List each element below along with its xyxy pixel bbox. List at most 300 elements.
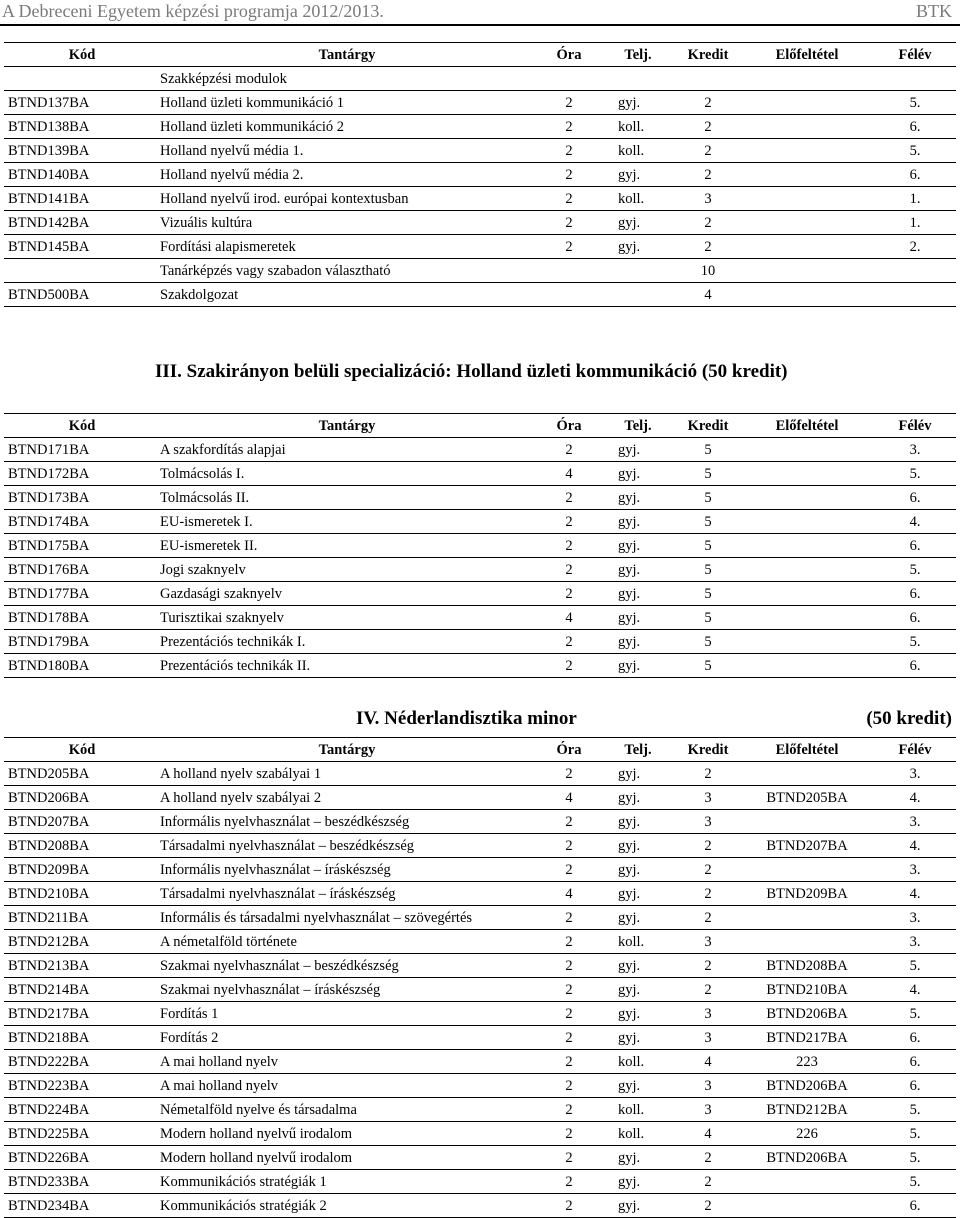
course-hours: 2 bbox=[534, 91, 600, 115]
course-subject: Jogi szaknyelv bbox=[156, 558, 534, 582]
course-completion: koll. bbox=[600, 115, 672, 139]
course-code: BTND174BA bbox=[4, 510, 156, 534]
course-subject: Turisztikai szaknyelv bbox=[156, 606, 534, 630]
course-semester: 5. bbox=[870, 558, 956, 582]
course-prerequisite: BTND212BA bbox=[740, 1098, 870, 1122]
course-code bbox=[4, 67, 156, 91]
course-semester: 6. bbox=[870, 582, 956, 606]
course-completion: gyj. bbox=[600, 786, 672, 810]
course-semester: 3. bbox=[870, 906, 956, 930]
course-prerequisite bbox=[740, 606, 870, 630]
course-prerequisite bbox=[740, 115, 870, 139]
course-credit: 2 bbox=[672, 1146, 740, 1170]
table-row bbox=[4, 510, 956, 534]
course-code: BTND212BA bbox=[4, 930, 156, 954]
course-semester: 4. bbox=[870, 786, 956, 810]
course-credit: 5 bbox=[672, 486, 740, 510]
course-prerequisite bbox=[740, 187, 870, 211]
col-header-subject: Tantárgy bbox=[156, 738, 534, 762]
course-subject: Holland üzleti kommunikáció 2 bbox=[156, 115, 534, 139]
col-header-completion: Telj. bbox=[600, 414, 672, 438]
table-row bbox=[4, 115, 956, 139]
course-code: BTND207BA bbox=[4, 810, 156, 834]
table-header-row bbox=[4, 43, 956, 67]
course-code: BTND179BA bbox=[4, 630, 156, 654]
course-code: BTND222BA bbox=[4, 1050, 156, 1074]
course-semester: 6. bbox=[870, 1050, 956, 1074]
course-prerequisite: 223 bbox=[740, 1050, 870, 1074]
col-header-hours: Óra bbox=[534, 738, 600, 762]
course-credit: 2 bbox=[672, 978, 740, 1002]
course-completion: gyj. bbox=[600, 1026, 672, 1050]
course-code: BTND139BA bbox=[4, 139, 156, 163]
col-header-completion: Telj. bbox=[600, 738, 672, 762]
table-row bbox=[4, 906, 956, 930]
course-hours: 2 bbox=[534, 163, 600, 187]
course-hours: 2 bbox=[534, 1170, 600, 1194]
table-row bbox=[4, 91, 956, 115]
course-semester: 5. bbox=[870, 462, 956, 486]
course-credit: 2 bbox=[672, 834, 740, 858]
course-credit: 2 bbox=[672, 858, 740, 882]
course-completion: gyj. bbox=[600, 163, 672, 187]
course-subject: A mai holland nyelv bbox=[156, 1074, 534, 1098]
course-prerequisite bbox=[740, 1170, 870, 1194]
course-completion: gyj. bbox=[600, 438, 672, 462]
course-hours: 2 bbox=[534, 211, 600, 235]
course-prerequisite bbox=[740, 810, 870, 834]
course-hours: 2 bbox=[534, 235, 600, 259]
table-row bbox=[4, 882, 956, 906]
course-completion bbox=[600, 259, 672, 283]
course-hours: 2 bbox=[534, 115, 600, 139]
course-semester: 3. bbox=[870, 438, 956, 462]
course-subject: A holland nyelv szabályai 2 bbox=[156, 786, 534, 810]
course-credit: 5 bbox=[672, 558, 740, 582]
course-subject: Társadalmi nyelvhasználat – beszédkészség bbox=[156, 834, 534, 858]
table-row bbox=[4, 1122, 956, 1146]
course-completion: koll. bbox=[600, 1122, 672, 1146]
course-subject: Kommunikációs stratégiák 2 bbox=[156, 1194, 534, 1218]
course-prerequisite bbox=[740, 630, 870, 654]
course-prerequisite bbox=[740, 67, 870, 91]
course-subject: Németalföld nyelve és társadalma bbox=[156, 1098, 534, 1122]
course-completion: koll. bbox=[600, 1098, 672, 1122]
course-prerequisite bbox=[740, 462, 870, 486]
table-row bbox=[4, 187, 956, 211]
table-row bbox=[4, 1146, 956, 1170]
course-code: BTND176BA bbox=[4, 558, 156, 582]
course-subject: Informális nyelvhasználat – íráskészség bbox=[156, 858, 534, 882]
course-subject: Holland üzleti kommunikáció 1 bbox=[156, 91, 534, 115]
course-prerequisite: BTND209BA bbox=[740, 882, 870, 906]
col-header-semester: Félév bbox=[870, 414, 956, 438]
course-completion: gyj. bbox=[600, 582, 672, 606]
course-credit: 5 bbox=[672, 582, 740, 606]
course-code: BTND213BA bbox=[4, 954, 156, 978]
course-code: BTND500BA bbox=[4, 283, 156, 307]
course-prerequisite bbox=[740, 582, 870, 606]
course-code: BTND223BA bbox=[4, 1074, 156, 1098]
course-code: BTND206BA bbox=[4, 786, 156, 810]
col-header-subject: Tantárgy bbox=[156, 43, 534, 67]
course-semester: 3. bbox=[870, 930, 956, 954]
course-credit: 3 bbox=[672, 1074, 740, 1098]
course-completion: koll. bbox=[600, 930, 672, 954]
course-prerequisite bbox=[740, 762, 870, 786]
course-subject: Prezentációs technikák I. bbox=[156, 630, 534, 654]
course-completion: koll. bbox=[600, 187, 672, 211]
course-completion: gyj. bbox=[600, 1074, 672, 1098]
col-header-semester: Félév bbox=[870, 738, 956, 762]
course-credit: 2 bbox=[672, 163, 740, 187]
course-subject: EU-ismeretek II. bbox=[156, 534, 534, 558]
course-subject: Modern holland nyelvű irodalom bbox=[156, 1146, 534, 1170]
course-subject: A németalföld története bbox=[156, 930, 534, 954]
course-semester: 1. bbox=[870, 211, 956, 235]
course-completion: gyj. bbox=[600, 1146, 672, 1170]
course-code: BTND233BA bbox=[4, 1170, 156, 1194]
course-prerequisite: BTND206BA bbox=[740, 1146, 870, 1170]
course-subject: A holland nyelv szabályai 1 bbox=[156, 762, 534, 786]
course-hours: 2 bbox=[534, 1050, 600, 1074]
course-prerequisite: 226 bbox=[740, 1122, 870, 1146]
course-semester: 3. bbox=[870, 810, 956, 834]
course-credit: 3 bbox=[672, 187, 740, 211]
header-rule bbox=[0, 24, 960, 26]
course-table-specialization bbox=[4, 413, 956, 678]
table-row bbox=[4, 930, 956, 954]
table-row bbox=[4, 954, 956, 978]
course-completion: gyj. bbox=[600, 906, 672, 930]
course-prerequisite bbox=[740, 558, 870, 582]
course-credit: 2 bbox=[672, 235, 740, 259]
course-credit: 5 bbox=[672, 606, 740, 630]
course-completion: gyj. bbox=[600, 1002, 672, 1026]
col-header-credit: Kredit bbox=[672, 738, 740, 762]
course-hours: 2 bbox=[534, 1194, 600, 1218]
course-code: BTND178BA bbox=[4, 606, 156, 630]
col-header-subject: Tantárgy bbox=[156, 414, 534, 438]
course-code: BTND173BA bbox=[4, 486, 156, 510]
course-code: BTND142BA bbox=[4, 211, 156, 235]
course-semester: 5. bbox=[870, 1098, 956, 1122]
course-credit: 5 bbox=[672, 462, 740, 486]
course-semester: 6. bbox=[870, 606, 956, 630]
table-row bbox=[4, 762, 956, 786]
course-subject: Prezentációs technikák II. bbox=[156, 654, 534, 678]
course-code: BTND177BA bbox=[4, 582, 156, 606]
course-code: BTND217BA bbox=[4, 1002, 156, 1026]
course-prerequisite bbox=[740, 510, 870, 534]
table-row bbox=[4, 558, 956, 582]
course-subject: Társadalmi nyelvhasználat – íráskészség bbox=[156, 882, 534, 906]
course-completion: gyj. bbox=[600, 654, 672, 678]
course-completion: gyj. bbox=[600, 486, 672, 510]
table-row bbox=[4, 534, 956, 558]
course-semester: 6. bbox=[870, 1074, 956, 1098]
course-semester bbox=[870, 259, 956, 283]
course-hours bbox=[534, 259, 600, 283]
table-header-row bbox=[4, 414, 956, 438]
course-prerequisite: BTND206BA bbox=[740, 1002, 870, 1026]
section-3-title: III. Szakirányon belüli specializáció: Holland üzleti kommunikáció (50 kredit) bbox=[155, 361, 788, 382]
course-prerequisite bbox=[740, 259, 870, 283]
course-hours: 2 bbox=[534, 954, 600, 978]
course-subject: Tanárképzés vagy szabadon választható bbox=[156, 259, 534, 283]
course-hours: 2 bbox=[534, 187, 600, 211]
course-credit: 2 bbox=[672, 91, 740, 115]
course-code: BTND208BA bbox=[4, 834, 156, 858]
table-row bbox=[4, 1098, 956, 1122]
course-subject: A szakfordítás alapjai bbox=[156, 438, 534, 462]
table-row bbox=[4, 606, 956, 630]
course-semester: 4. bbox=[870, 882, 956, 906]
table-row bbox=[4, 582, 956, 606]
course-code: BTND218BA bbox=[4, 1026, 156, 1050]
course-code: BTND211BA bbox=[4, 906, 156, 930]
course-subject: Modern holland nyelvű irodalom bbox=[156, 1122, 534, 1146]
course-subject: Kommunikációs stratégiák 1 bbox=[156, 1170, 534, 1194]
col-header-prerequisite: Előfeltétel bbox=[740, 414, 870, 438]
course-credit: 4 bbox=[672, 283, 740, 307]
course-credit: 5 bbox=[672, 510, 740, 534]
course-semester: 3. bbox=[870, 762, 956, 786]
table-row bbox=[4, 259, 956, 283]
course-semester: 6. bbox=[870, 654, 956, 678]
course-semester: 3. bbox=[870, 858, 956, 882]
course-code: BTND180BA bbox=[4, 654, 156, 678]
course-hours: 2 bbox=[534, 762, 600, 786]
course-credit: 3 bbox=[672, 1002, 740, 1026]
course-completion: gyj. bbox=[600, 834, 672, 858]
course-code: BTND226BA bbox=[4, 1146, 156, 1170]
course-hours: 2 bbox=[534, 1122, 600, 1146]
course-subject: Szakmai nyelvhasználat – beszédkészség bbox=[156, 954, 534, 978]
col-header-semester: Félév bbox=[870, 43, 956, 67]
course-semester: 5. bbox=[870, 139, 956, 163]
course-hours: 2 bbox=[534, 654, 600, 678]
course-hours: 4 bbox=[534, 606, 600, 630]
col-header-credit: Kredit bbox=[672, 414, 740, 438]
course-hours: 2 bbox=[534, 534, 600, 558]
course-semester: 4. bbox=[870, 510, 956, 534]
course-prerequisite: BTND217BA bbox=[740, 1026, 870, 1050]
course-credit bbox=[672, 67, 740, 91]
course-credit: 2 bbox=[672, 882, 740, 906]
course-credit: 4 bbox=[672, 1122, 740, 1146]
table-row bbox=[4, 1002, 956, 1026]
table-row bbox=[4, 235, 956, 259]
course-completion bbox=[600, 67, 672, 91]
course-hours: 2 bbox=[534, 1002, 600, 1026]
faculty-label: BTK bbox=[916, 1, 952, 21]
course-prerequisite bbox=[740, 858, 870, 882]
course-hours: 2 bbox=[534, 630, 600, 654]
course-hours: 2 bbox=[534, 1074, 600, 1098]
course-semester bbox=[870, 67, 956, 91]
course-completion: gyj. bbox=[600, 534, 672, 558]
course-subject: Holland nyelvű irod. európai kontextusban bbox=[156, 187, 534, 211]
course-completion: gyj. bbox=[600, 762, 672, 786]
course-code: BTND224BA bbox=[4, 1098, 156, 1122]
col-header-hours: Óra bbox=[534, 43, 600, 67]
course-credit: 2 bbox=[672, 906, 740, 930]
course-hours: 2 bbox=[534, 1098, 600, 1122]
table-row bbox=[4, 438, 956, 462]
course-credit: 3 bbox=[672, 1098, 740, 1122]
course-subject: Gazdasági szaknyelv bbox=[156, 582, 534, 606]
course-completion: koll. bbox=[600, 1050, 672, 1074]
table-row bbox=[4, 654, 956, 678]
table-row bbox=[4, 630, 956, 654]
course-credit: 2 bbox=[672, 115, 740, 139]
course-completion: gyj. bbox=[600, 558, 672, 582]
course-semester: 1. bbox=[870, 187, 956, 211]
course-semester: 5. bbox=[870, 1146, 956, 1170]
course-hours: 2 bbox=[534, 139, 600, 163]
course-completion: gyj. bbox=[600, 630, 672, 654]
course-hours: 2 bbox=[534, 810, 600, 834]
course-hours: 2 bbox=[534, 858, 600, 882]
col-header-prerequisite: Előfeltétel bbox=[740, 43, 870, 67]
course-credit: 3 bbox=[672, 930, 740, 954]
table-header-row bbox=[4, 738, 956, 762]
course-hours: 4 bbox=[534, 882, 600, 906]
table-row bbox=[4, 786, 956, 810]
course-prerequisite bbox=[740, 139, 870, 163]
col-header-credit: Kredit bbox=[672, 43, 740, 67]
course-subject: Szakképzési modulok bbox=[156, 67, 534, 91]
course-hours bbox=[534, 283, 600, 307]
course-completion: gyj. bbox=[600, 882, 672, 906]
course-prerequisite bbox=[740, 654, 870, 678]
table-row bbox=[4, 834, 956, 858]
course-credit: 2 bbox=[672, 1170, 740, 1194]
table-row bbox=[4, 1026, 956, 1050]
course-prerequisite bbox=[740, 534, 870, 558]
course-prerequisite bbox=[740, 283, 870, 307]
course-subject: Fordítási alapismeretek bbox=[156, 235, 534, 259]
course-subject: EU-ismeretek I. bbox=[156, 510, 534, 534]
course-semester bbox=[870, 283, 956, 307]
course-subject: Holland nyelvű média 1. bbox=[156, 139, 534, 163]
table-row bbox=[4, 1074, 956, 1098]
course-credit: 3 bbox=[672, 786, 740, 810]
course-completion: gyj. bbox=[600, 858, 672, 882]
course-prerequisite bbox=[740, 486, 870, 510]
course-subject: A mai holland nyelv bbox=[156, 1050, 534, 1074]
table-row bbox=[4, 1170, 956, 1194]
course-completion: gyj. bbox=[600, 211, 672, 235]
course-completion: gyj. bbox=[600, 91, 672, 115]
table-row bbox=[4, 810, 956, 834]
course-hours: 2 bbox=[534, 558, 600, 582]
course-semester: 6. bbox=[870, 486, 956, 510]
course-hours bbox=[534, 67, 600, 91]
course-semester: 4. bbox=[870, 978, 956, 1002]
course-prerequisite bbox=[740, 930, 870, 954]
course-hours: 2 bbox=[534, 834, 600, 858]
course-subject: Fordítás 1 bbox=[156, 1002, 534, 1026]
course-credit: 2 bbox=[672, 1194, 740, 1218]
course-code: BTND137BA bbox=[4, 91, 156, 115]
course-hours: 4 bbox=[534, 786, 600, 810]
table-row bbox=[4, 462, 956, 486]
course-subject: Szakdolgozat bbox=[156, 283, 534, 307]
table-row bbox=[4, 67, 956, 91]
course-credit: 5 bbox=[672, 654, 740, 678]
course-credit: 3 bbox=[672, 1026, 740, 1050]
course-semester: 5. bbox=[870, 954, 956, 978]
page-header bbox=[0, 0, 960, 26]
course-subject: Informális és társadalmi nyelvhasználat – szövegértés bbox=[156, 906, 534, 930]
course-prerequisite: BTND206BA bbox=[740, 1074, 870, 1098]
table-row bbox=[4, 283, 956, 307]
course-hours: 2 bbox=[534, 1026, 600, 1050]
course-semester: 6. bbox=[870, 115, 956, 139]
course-semester: 5. bbox=[870, 630, 956, 654]
course-credit: 2 bbox=[672, 139, 740, 163]
course-code: BTND172BA bbox=[4, 462, 156, 486]
course-completion: gyj. bbox=[600, 462, 672, 486]
course-semester: 2. bbox=[870, 235, 956, 259]
course-code: BTND210BA bbox=[4, 882, 156, 906]
course-code: BTND145BA bbox=[4, 235, 156, 259]
course-prerequisite: BTND205BA bbox=[740, 786, 870, 810]
table-row bbox=[4, 486, 956, 510]
course-subject: Holland nyelvű média 2. bbox=[156, 163, 534, 187]
table-row bbox=[4, 978, 956, 1002]
table-row bbox=[4, 1194, 956, 1218]
course-subject: Tolmácsolás II. bbox=[156, 486, 534, 510]
col-header-completion: Telj. bbox=[600, 43, 672, 67]
course-hours: 2 bbox=[534, 582, 600, 606]
table-row bbox=[4, 163, 956, 187]
course-credit: 5 bbox=[672, 534, 740, 558]
course-completion: gyj. bbox=[600, 1194, 672, 1218]
section-4-credits: (50 kredit) bbox=[866, 708, 952, 729]
course-prerequisite bbox=[740, 1194, 870, 1218]
course-code: BTND214BA bbox=[4, 978, 156, 1002]
course-prerequisite bbox=[740, 211, 870, 235]
col-header-hours: Óra bbox=[534, 414, 600, 438]
course-hours: 2 bbox=[534, 906, 600, 930]
course-semester: 4. bbox=[870, 834, 956, 858]
course-code: BTND175BA bbox=[4, 534, 156, 558]
course-semester: 6. bbox=[870, 163, 956, 187]
course-hours: 2 bbox=[534, 930, 600, 954]
course-hours: 4 bbox=[534, 462, 600, 486]
course-code bbox=[4, 259, 156, 283]
table-row bbox=[4, 1050, 956, 1074]
course-completion: gyj. bbox=[600, 810, 672, 834]
course-subject: Szakmai nyelvhasználat – íráskészség bbox=[156, 978, 534, 1002]
course-table-modules bbox=[4, 42, 956, 307]
course-credit: 2 bbox=[672, 762, 740, 786]
course-completion: gyj. bbox=[600, 978, 672, 1002]
course-prerequisite bbox=[740, 91, 870, 115]
course-prerequisite bbox=[740, 163, 870, 187]
course-code: BTND141BA bbox=[4, 187, 156, 211]
course-code: BTND140BA bbox=[4, 163, 156, 187]
course-completion bbox=[600, 283, 672, 307]
course-completion: gyj. bbox=[600, 510, 672, 534]
course-completion: koll. bbox=[600, 139, 672, 163]
course-code: BTND225BA bbox=[4, 1122, 156, 1146]
course-prerequisite bbox=[740, 235, 870, 259]
course-code: BTND171BA bbox=[4, 438, 156, 462]
